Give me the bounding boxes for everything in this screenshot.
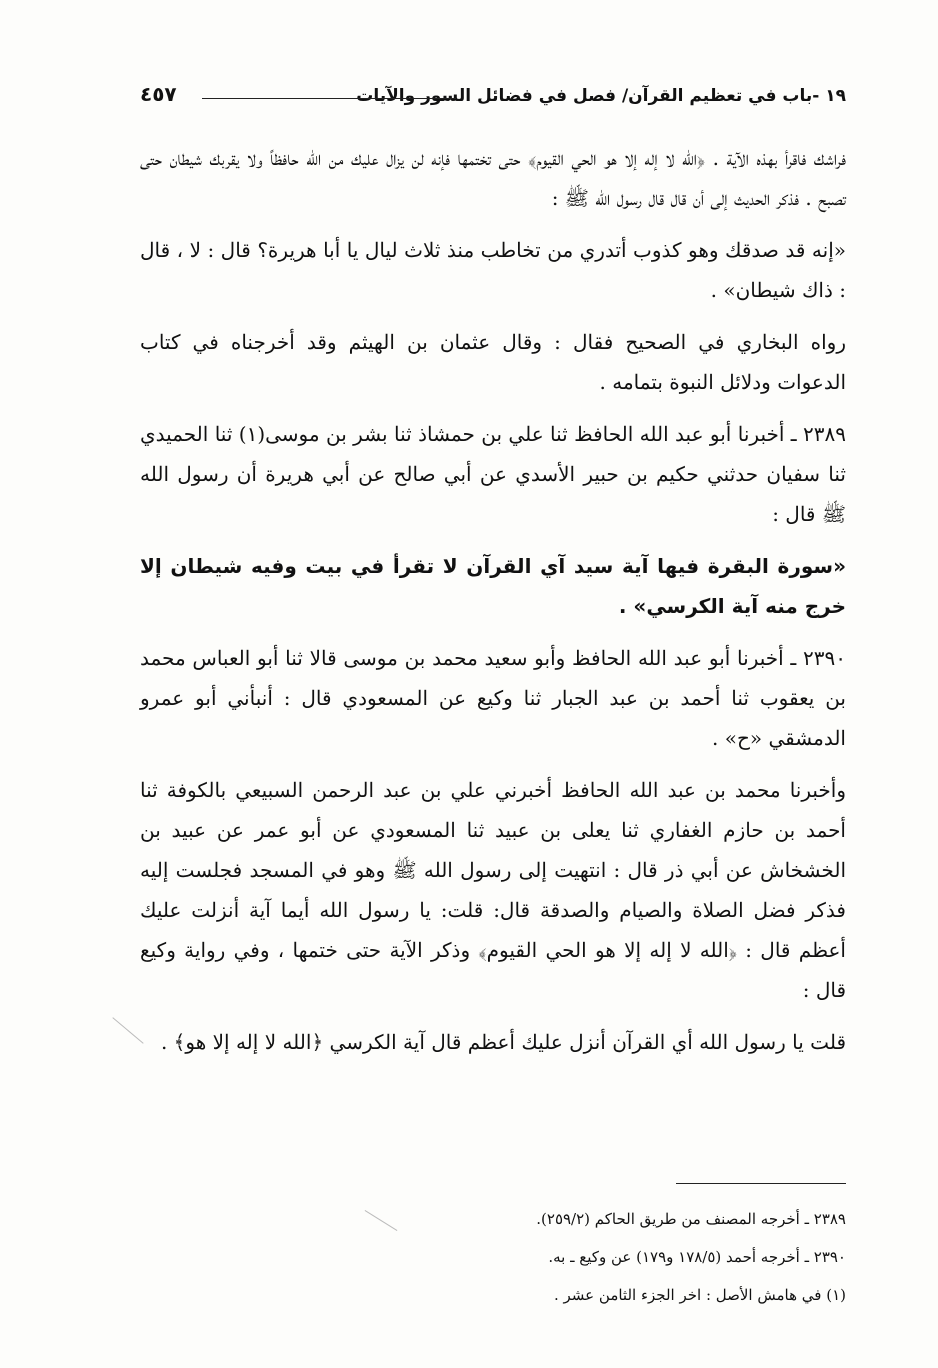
paragraph: فراشك فاقرأ بهذه الآية . ﴿الله لا إله إلا هو الحي القيوم﴾ حتى تختمها فإنه لن يزال عليك من الله حافظاً ولا يقربك شيطان حتى تصبح . فذكر الحديث إلى أن قال قال رسول الله ﷺ : [140, 146, 846, 210]
header-divider [202, 98, 456, 99]
paragraph: ٢٣٩٠ ـ أخبرنا أبو عبد الله الحافظ وأبو سعيد محمد بن موسى قالا ثنا أبو العباس محمد بن يعقوب ثنا أحمد بن عبد الجبار ثنا وكيع عن المسعودي قال : أنبأني أبو عمرو الدمشقي «ح» . [140, 646, 846, 750]
footnote: (١) في هامش الأصل : اخر الجزء الثامن عشر . [553, 1286, 846, 1304]
paragraph: قلت يا رسول الله أي القرآن أنزل عليك أعظم قال آية الكرسي ﴿الله لا إله إلا هو﴾ . [160, 1030, 846, 1054]
paragraph: وأخبرنا محمد بن عبد الله الحافظ أخبرني علي بن عبد الرحمن السبيعي بالكوفة ثنا أحمد بن حازم الغفاري ثنا يعلى بن عبيد ثنا المسعودي عن أبو عمر عن عبيد بن الخشخاش عن أبي ذر قال : انتهيت إلى رسول الله ﷺ وهو في المسجد فجلست إليه فذكر فضل الصلاة والصيام والصدقة قال: قلت: يا رسول الله أيما آية أنزلت عليك أعظم قال : ﴿الله لا إله إلا هو الحي القيوم﴾ وذكر الآية حتى ختمها ، وفي رواية وكيع قال : [140, 778, 846, 1002]
main-text [140, 138, 846, 1074]
chapter-title: ١٩ -باب في تعظيم القرآن/ فصل في فضائل السور والآيات [356, 86, 846, 106]
footnote: ٢٣٩٠ ـ أخرجه أحمد (١٧٨/٥ و١٧٩) عن وكيع ـ به. [548, 1248, 846, 1266]
footnotes [300, 1200, 846, 1314]
hadith-quote: «سورة البقرة فيها آية سيد آي القرآن لا تقرأ في بيت وفيه شيطان إلا خرج منه آية الكرسي» . [140, 554, 846, 618]
footnote-divider [676, 1183, 846, 1184]
paragraph: ٢٣٨٩ ـ أخبرنا أبو عبد الله الحافظ ثنا علي بن حمشاذ ثنا بشر بن موسى(١) ثنا الحميدي ثنا سفيان حدثني حكيم بن حبير الأسدي عن أبي صالح عن أبي هريرة أن رسول الله ﷺ قال : [140, 422, 846, 526]
paragraph: رواه البخاري في الصحيح فقال : وقال عثمان بن الهيثم وقد أخرجناه في كتاب الدعوات ودلائل النبوة بتمامه . [140, 330, 846, 394]
footnote: ٢٣٨٩ ـ أخرجه المصنف من طريق الحاكم (٢٥٩/٢). [536, 1210, 846, 1228]
paragraph: «إنه قد صدقك وهو كذوب أتدري من تخاطب منذ ثلاث ليال يا أبا هريرة؟ قال : لا ، قال : ذاك شيطان» . [140, 238, 846, 302]
page-header [140, 82, 846, 116]
scan-artifact [112, 1017, 143, 1043]
page-number: ٤٥٧ [140, 82, 177, 106]
